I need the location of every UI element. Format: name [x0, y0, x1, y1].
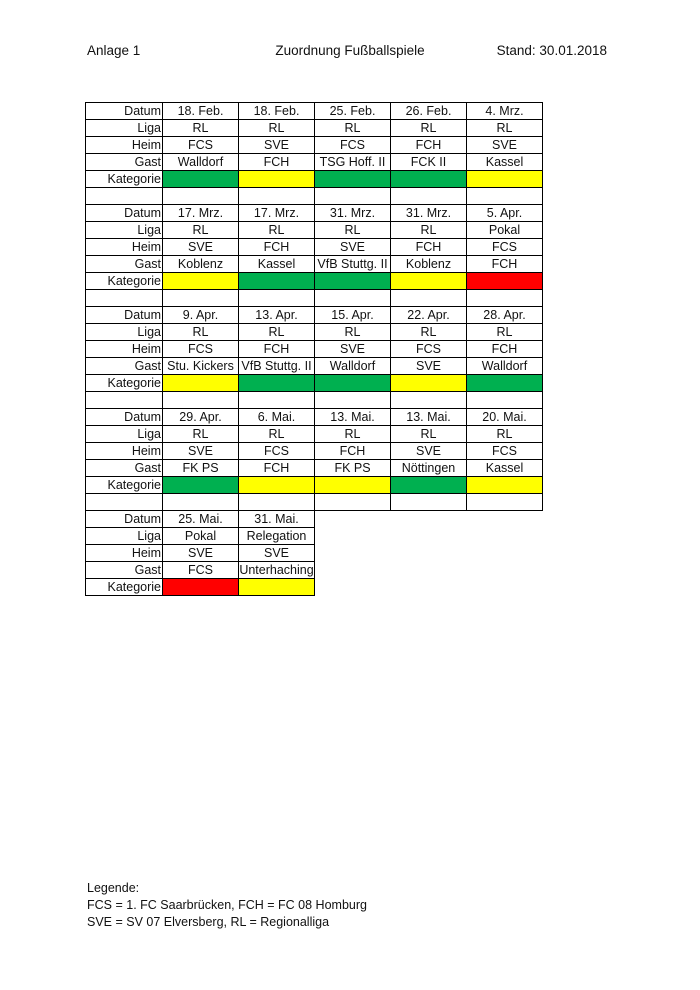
gast-cell: FCS: [163, 562, 239, 579]
gast-cell: VfB Stuttg. II: [315, 256, 391, 273]
row-liga: [86, 120, 543, 137]
heim-cell: FCH: [391, 137, 467, 154]
gast-cell: Nöttingen: [391, 460, 467, 477]
gast-cell: Unterhaching: [239, 563, 314, 577]
liga-cell: RL: [391, 222, 467, 239]
row-label-kategorie: Kategorie: [86, 477, 163, 494]
liga-cell: RL: [315, 222, 391, 239]
category-cell-green: [467, 375, 543, 392]
row-label-liga: Liga: [86, 426, 163, 443]
heim-cell: FCH: [239, 341, 315, 358]
row-datum: [86, 307, 543, 324]
liga-cell: Pokal: [467, 222, 543, 239]
row-heim: [86, 443, 543, 460]
datum-cell: 18. Feb.: [163, 103, 239, 120]
liga-cell: RL: [315, 120, 391, 137]
datum-cell: 20. Mai.: [467, 409, 543, 426]
liga-cell: RL: [315, 426, 391, 443]
category-cell-green: [315, 273, 391, 290]
gast-cell: FK PS: [163, 460, 239, 477]
row-kategorie: [86, 477, 543, 494]
spacer-row: [86, 392, 543, 409]
row-datum: [86, 103, 543, 120]
row-label-kategorie: Kategorie: [86, 375, 163, 392]
category-cell-green: [239, 375, 315, 392]
datum-cell: 9. Apr.: [163, 307, 239, 324]
heim-cell: SVE: [163, 545, 239, 562]
row-kategorie: [86, 171, 543, 188]
heim-cell: SVE: [391, 443, 467, 460]
liga-cell: RL: [239, 120, 315, 137]
category-cell-yellow: [315, 477, 391, 494]
spacer-row: [86, 290, 543, 307]
datum-cell: 13. Mai.: [391, 409, 467, 426]
category-cell-yellow: [239, 477, 315, 494]
row-kategorie: [86, 579, 543, 596]
row-label-datum: Datum: [86, 511, 163, 528]
row-label-heim: Heim: [86, 545, 163, 562]
liga-cell: RL: [163, 426, 239, 443]
gast-cell: Walldorf: [467, 358, 543, 375]
gast-cell: FCH: [467, 256, 543, 273]
row-label-gast: Gast: [86, 256, 163, 273]
datum-cell: 17. Mrz.: [239, 205, 315, 222]
liga-cell: RL: [467, 324, 543, 341]
row-label-gast: Gast: [86, 358, 163, 375]
datum-cell: 31. Mrz.: [315, 205, 391, 222]
liga-cell: RL: [163, 324, 239, 341]
row-heim: [86, 137, 543, 154]
gast-cell: SVE: [391, 358, 467, 375]
spacer-row: [86, 188, 543, 205]
row-label-datum: Datum: [86, 205, 163, 222]
row-label-kategorie: Kategorie: [86, 171, 163, 188]
liga-cell: RL: [467, 120, 543, 137]
row-label-datum: Datum: [86, 409, 163, 426]
datum-cell: 28. Apr.: [467, 307, 543, 324]
row-label-heim: Heim: [86, 239, 163, 256]
row-label-heim: Heim: [86, 443, 163, 460]
heim-cell: FCS: [391, 341, 467, 358]
liga-cell: Relegation: [239, 528, 315, 545]
liga-cell: RL: [467, 426, 543, 443]
heim-cell: FCS: [163, 341, 239, 358]
heim-cell: SVE: [315, 239, 391, 256]
liga-cell: RL: [239, 324, 315, 341]
gast-cell: Koblenz: [163, 256, 239, 273]
spacer-row: [86, 494, 543, 511]
liga-cell: RL: [239, 222, 315, 239]
row-gast: [86, 154, 543, 171]
row-datum: [86, 409, 543, 426]
row-label-kategorie: Kategorie: [86, 579, 163, 596]
heim-cell: FCS: [239, 443, 315, 460]
row-label-liga: Liga: [86, 324, 163, 341]
row-liga: [86, 528, 543, 545]
gast-cell: FCH: [239, 154, 315, 171]
row-label-datum: Datum: [86, 307, 163, 324]
heim-cell: FCH: [391, 239, 467, 256]
header-date: Stand: 30.01.2018: [496, 43, 607, 58]
category-cell-green: [391, 171, 467, 188]
category-cell-green: [315, 171, 391, 188]
row-liga: [86, 222, 543, 239]
gast-cell: Koblenz: [391, 256, 467, 273]
category-cell-yellow: [467, 477, 543, 494]
gast-cell: VfB Stuttg. II: [239, 358, 315, 375]
datum-cell: 31. Mrz.: [391, 205, 467, 222]
row-gast: [86, 358, 543, 375]
row-label-datum: Datum: [86, 103, 163, 120]
heim-cell: FCS: [467, 443, 543, 460]
gast-cell: Kassel: [467, 460, 543, 477]
liga-cell: RL: [391, 324, 467, 341]
schedule-table: [85, 102, 543, 596]
legend-title: Legende:: [87, 881, 140, 895]
row-gast: [86, 460, 543, 477]
liga-cell: RL: [163, 120, 239, 137]
liga-cell: RL: [315, 324, 391, 341]
legend-line-2: SVE = SV 07 Elversberg, RL = Regionalliga: [87, 915, 330, 929]
heim-cell: SVE: [163, 239, 239, 256]
category-cell-green: [391, 477, 467, 494]
datum-cell: 22. Apr.: [391, 307, 467, 324]
row-liga: [86, 324, 543, 341]
category-cell-yellow: [163, 273, 239, 290]
datum-cell: 18. Feb.: [239, 103, 315, 120]
liga-cell: RL: [163, 222, 239, 239]
category-cell-yellow: [391, 375, 467, 392]
heim-cell: SVE: [467, 137, 543, 154]
row-liga: [86, 426, 543, 443]
heim-cell: FCS: [315, 137, 391, 154]
row-label-liga: Liga: [86, 120, 163, 137]
heim-cell: FCH: [315, 443, 391, 460]
row-gast: [86, 256, 543, 273]
liga-cell: RL: [239, 426, 315, 443]
datum-cell: 5. Apr.: [467, 205, 543, 222]
gast-cell: FK PS: [315, 460, 391, 477]
category-cell-red: [163, 579, 239, 596]
row-kategorie: [86, 273, 543, 290]
datum-cell: 17. Mrz.: [163, 205, 239, 222]
heim-cell: SVE: [163, 443, 239, 460]
datum-cell: 6. Mai.: [239, 409, 315, 426]
category-cell-yellow: [467, 171, 543, 188]
row-label-heim: Heim: [86, 341, 163, 358]
gast-cell: Kassel: [239, 256, 315, 273]
liga-cell: Pokal: [163, 528, 239, 545]
category-cell-yellow: [391, 273, 467, 290]
gast-cell: TSG Hoff. II: [315, 154, 391, 171]
row-label-liga: Liga: [86, 528, 163, 545]
row-label-gast: Gast: [86, 154, 163, 171]
gast-cell: Walldorf: [315, 358, 391, 375]
category-cell-yellow: [239, 171, 315, 188]
datum-cell: 13. Mai.: [315, 409, 391, 426]
heim-cell: SVE: [239, 545, 315, 562]
datum-cell: 13. Apr.: [239, 307, 315, 324]
heim-cell: FCS: [467, 239, 543, 256]
gast-cell: Walldorf: [163, 154, 239, 171]
heim-cell: FCH: [239, 239, 315, 256]
row-heim: [86, 341, 543, 358]
category-cell-green: [163, 171, 239, 188]
gast-cell: FCK II: [391, 154, 467, 171]
row-label-kategorie: Kategorie: [86, 273, 163, 290]
row-label-liga: Liga: [86, 222, 163, 239]
row-label-gast: Gast: [86, 562, 163, 579]
document-title: Zuordnung Fußballspiele: [275, 43, 425, 58]
datum-cell: 25. Mai.: [163, 511, 239, 528]
row-label-gast: Gast: [86, 460, 163, 477]
category-cell-yellow: [163, 375, 239, 392]
heim-cell: SVE: [239, 137, 315, 154]
legend-line-1: FCS = 1. FC Saarbrücken, FCH = FC 08 Homburg: [87, 898, 367, 912]
category-cell-green: [163, 477, 239, 494]
category-cell-green: [239, 273, 315, 290]
datum-cell: 25. Feb.: [315, 103, 391, 120]
category-cell-green: [315, 375, 391, 392]
row-heim: [86, 239, 543, 256]
row-datum: [86, 511, 543, 528]
liga-cell: RL: [391, 426, 467, 443]
datum-cell: 29. Apr.: [163, 409, 239, 426]
header-left: Anlage 1: [87, 43, 141, 58]
heim-cell: FCH: [467, 341, 543, 358]
datum-cell: 31. Mai.: [239, 511, 315, 528]
gast-cell: FCH: [239, 460, 315, 477]
heim-cell: FCS: [163, 137, 239, 154]
category-cell-yellow: [239, 579, 315, 596]
row-heim: [86, 545, 543, 562]
datum-cell: 15. Apr.: [315, 307, 391, 324]
row-gast: [86, 562, 543, 579]
row-datum: [86, 205, 543, 222]
row-kategorie: [86, 375, 543, 392]
datum-cell: 26. Feb.: [391, 103, 467, 120]
legend: [87, 880, 367, 931]
gast-cell: Kassel: [467, 154, 543, 171]
category-cell-red: [467, 273, 543, 290]
heim-cell: SVE: [315, 341, 391, 358]
row-label-heim: Heim: [86, 137, 163, 154]
liga-cell: RL: [391, 120, 467, 137]
datum-cell: 4. Mrz.: [467, 103, 543, 120]
gast-cell: Stu. Kickers: [163, 358, 239, 375]
